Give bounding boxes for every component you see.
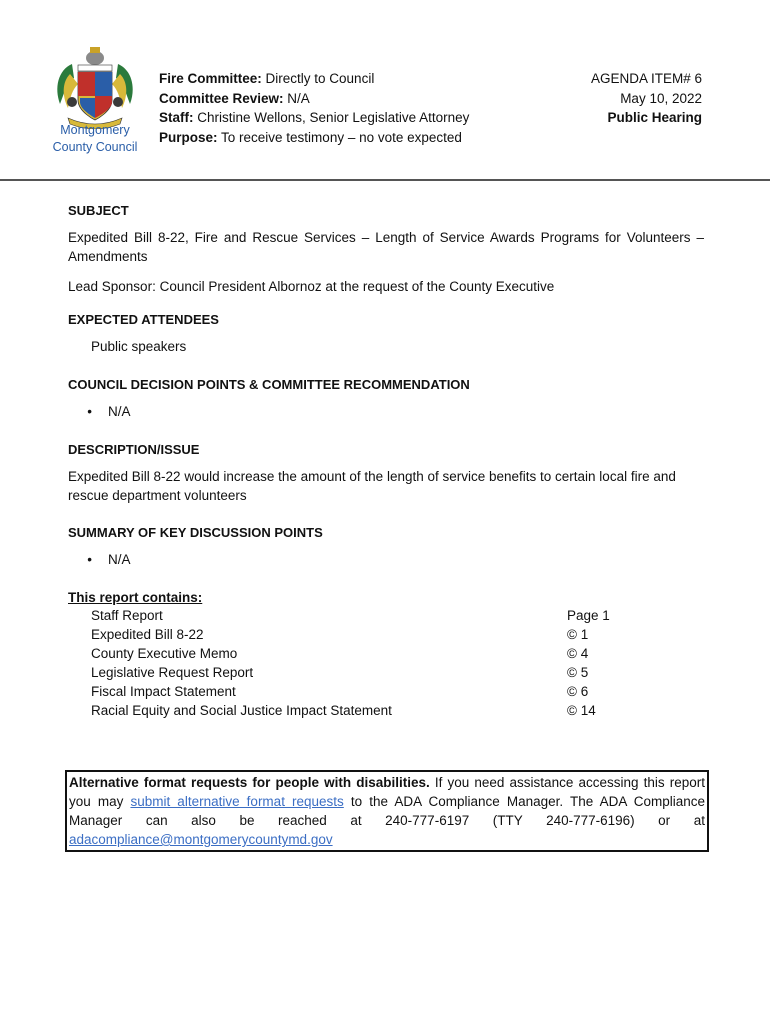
ada-email-link[interactable]: adacompliance@montgomerycountymd.gov [69, 832, 333, 847]
contents-page: © 1 [567, 627, 589, 642]
summary-heading: SUMMARY OF KEY DISCUSSION POINTS [68, 525, 323, 540]
committee-review-line [159, 89, 469, 109]
decision-section [68, 375, 704, 421]
staff-line [159, 108, 469, 128]
subject-section [68, 201, 704, 296]
county-council-seal [50, 44, 140, 129]
contents-page: Page 1 [567, 608, 610, 623]
attendees-text: Public speakers [91, 339, 187, 354]
summary-bullet-item [68, 550, 704, 569]
contents-row [91, 663, 631, 682]
fire-committee-line [159, 69, 469, 89]
bullet-icon: • [87, 552, 92, 567]
decision-heading: COUNCIL DECISION POINTS & COMMITTEE RECOMMENDATION [68, 377, 470, 392]
meeting-date: May 10, 2022 [620, 90, 702, 106]
alternative-format-link[interactable]: submit alternative format requests [130, 794, 344, 809]
council-name-line2: County Council [52, 140, 138, 154]
committee-review-label: Committee Review: [159, 90, 284, 106]
contents-heading-wrap [68, 588, 704, 607]
council-name-line1: Montgomery [60, 123, 130, 137]
staff-value: Christine Wellons, Senior Legislative Attorney [193, 110, 470, 125]
purpose-label: Purpose: [159, 129, 218, 145]
contents-row [91, 625, 631, 644]
contents-row [91, 682, 631, 701]
attendees-section [68, 310, 704, 356]
agenda-block [591, 69, 702, 128]
contents-heading: This report contains: [68, 590, 203, 605]
header-divider [0, 179, 770, 181]
notice-bold: Alternative format requests for people with disabilities. [69, 775, 430, 790]
purpose-value: To receive testimony – no vote expected [217, 129, 462, 145]
contents-page: © 6 [567, 684, 589, 699]
bullet-icon: • [87, 404, 92, 419]
contents-label: Expedited Bill 8-22 [91, 627, 204, 642]
agenda-item: AGENDA ITEM# 6 [590, 71, 702, 86]
description-text: Expedited Bill 8-22 would increase the amount of the length of service benefits to certain local fire and rescue department volunteers [68, 469, 676, 503]
staff-label: Staff: [159, 110, 194, 125]
fire-committee-value: Directly to Council [261, 71, 375, 86]
contents-row [91, 606, 631, 625]
summary-bullet-text: N/A [108, 552, 131, 567]
decision-bullet-item [68, 402, 704, 421]
contents-label: Legislative Request Report [91, 665, 254, 680]
fire-committee-label: Fire Committee: [159, 71, 262, 86]
header-info [159, 69, 469, 147]
council-name [40, 122, 150, 156]
hearing-type: Public Hearing [607, 110, 702, 125]
lead-sponsor: Lead Sponsor: Council President Albornoz at the request of the County Executive [68, 279, 555, 294]
description-heading: DESCRIPTION/ISSUE [68, 442, 200, 457]
contents-label: Fiscal Impact Statement [91, 684, 236, 699]
committee-review-value: N/A [283, 90, 310, 106]
notice-text-1: If you need assistance accessing this report you may [69, 775, 705, 809]
contents-row [91, 644, 631, 663]
decision-bullet-text: N/A [108, 404, 131, 419]
contents-page: © 4 [567, 646, 589, 661]
contents-page: © 5 [567, 665, 589, 680]
contents-list [91, 606, 631, 720]
contents-label: Racial Equity and Social Justice Impact Statement [91, 703, 392, 718]
description-section [68, 440, 704, 505]
subject-heading: SUBJECT [68, 203, 129, 218]
subject-text: Expedited Bill 8-22, Fire and Rescue Services – Length of Service Awards Programs for Volunteers – Amendments [68, 230, 704, 264]
notice-text-2: to the ADA Compliance Manager. The ADA Compliance Manager can also be reached at 240-777-6197 (TTY 240-777-6196) or at [69, 794, 705, 828]
summary-section [68, 523, 704, 569]
contents-label: County Executive Memo [91, 646, 238, 661]
contents-row [91, 701, 631, 720]
purpose-line [159, 128, 469, 148]
accessibility-notice [65, 770, 709, 852]
attendees-heading: EXPECTED ATTENDEES [68, 312, 219, 327]
contents-label: Staff Report [91, 608, 163, 623]
contents-page: © 14 [567, 703, 596, 718]
